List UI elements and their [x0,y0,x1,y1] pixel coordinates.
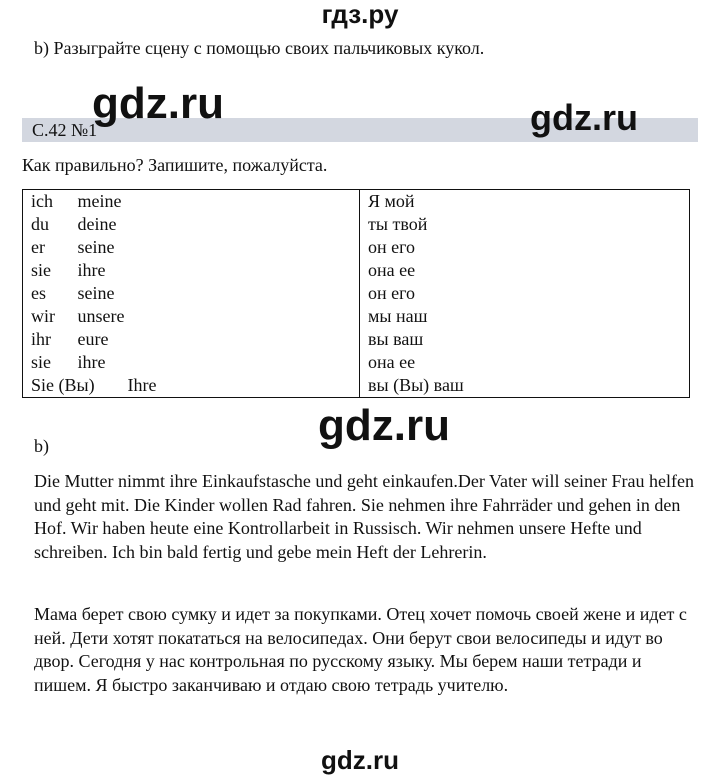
possessive-pronoun: eure [77,329,109,349]
task-instruction: Как правильно? Запишите, пожалуйста. [22,155,328,175]
pronoun-table [22,189,690,398]
german-pronoun-cell [23,236,360,259]
personal-pronoun: er [31,237,45,257]
possessive-pronoun: meine [77,191,122,211]
possessive-pronoun: unsere [77,306,125,326]
table-row [23,328,690,351]
possessive-pronoun: Ihre [127,375,157,395]
german-pronoun-cell [23,328,360,351]
possessive-pronoun: deine [77,214,117,234]
german-pronoun-cell [23,213,360,236]
table-row [23,190,690,214]
personal-pronoun: ich [31,191,53,211]
table-row [23,213,690,236]
russian-translation: Мама берет свою сумку и идет за покупками. Отец хочет помочь своей жене и идет с ней. Дети хотят покататься на велосипедах. Они берут свои велосипеды и идут во двор. Сегодня у нас контрольная по русскому языку. Мы берем наши тетради и пишем. Я быстро заканчиваю и отдаю свою тетрадь учителю. [34,604,687,695]
translation-cell: вы ваш [360,328,690,351]
translation-cell: вы (Вы) ваш [360,374,690,398]
translation-cell: она ее [360,259,690,282]
watermark-bottom: gdz.ru [321,745,399,775]
translation-cell: ты твой [360,213,690,236]
personal-pronoun: wir [31,306,55,326]
german-text: Die Mutter nimmt ihre Einkaufstasche und geht einkaufen.Der Vater will seiner Frau helfen und geht mit. Die Kinder wollen Rad fahren. Sie nehmen ihre Fahrräder und gehen in den Hof. Wir haben heute eine Kontrollarbeit in Russisch. Wir nehmen unsere Hefte und schreiben. Ich bin bald fertig und gebe mein Heft der Lehrerin. [34,471,694,562]
personal-pronoun: sie [31,352,51,372]
watermark-large-center: gdz.ru [318,401,450,450]
watermark-large-left: gdz.ru [92,79,224,128]
table-row [23,282,690,305]
translation-cell: Я мой [360,190,690,214]
possessive-pronoun: seine [77,237,115,257]
possessive-pronoun: seine [77,283,115,303]
personal-pronoun: du [31,214,49,234]
translation-cell: мы наш [360,305,690,328]
table-row [23,374,690,398]
german-pronoun-cell [23,282,360,305]
german-pronoun-cell [23,374,360,398]
translation-cell: он его [360,236,690,259]
pronoun-table-body [23,190,690,398]
personal-pronoun: sie [31,260,51,280]
german-pronoun-cell [23,190,360,214]
personal-pronoun: Sie (Вы) [31,375,95,395]
german-pronoun-cell [23,305,360,328]
watermark-large-right: gdz.ru [530,97,638,138]
personal-pronoun: ihr [31,329,51,349]
table-row [23,305,690,328]
translation-cell: она ее [360,351,690,374]
translation-cell: он его [360,282,690,305]
personal-pronoun: es [31,283,46,303]
watermark-top: гдз.ру [321,0,399,29]
german-pronoun-cell [23,259,360,282]
possessive-pronoun: ihre [77,352,106,372]
possessive-pronoun: ihre [77,260,106,280]
section-title: С.42 №1 [32,120,98,140]
table-row [23,236,690,259]
german-pronoun-cell [23,351,360,374]
part-b-label: b) [34,436,49,456]
intro-line: b) Разыграйте сцену с помощью своих пальчиковых кукол. [34,38,485,58]
table-row [23,351,690,374]
table-row [23,259,690,282]
